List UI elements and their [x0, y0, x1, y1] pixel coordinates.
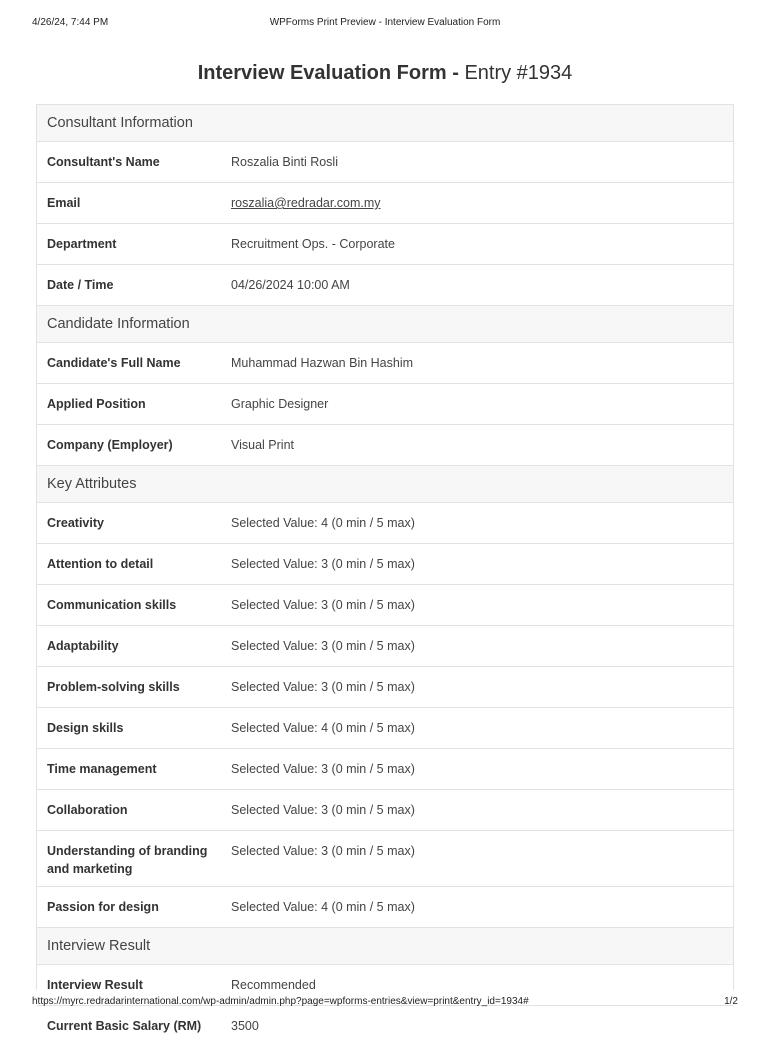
field-value: Selected Value: 3 (0 min / 5 max)	[231, 639, 415, 653]
field-label: Company (Employer)	[47, 438, 173, 452]
print-page-title: WPForms Print Preview - Interview Evaluation Form	[269, 17, 501, 28]
field-label: Time management	[47, 762, 157, 776]
field-row-time-management	[37, 749, 733, 790]
field-row-consultant-name	[37, 142, 733, 183]
field-row-current-basic-salary	[37, 1006, 733, 1046]
field-row-applied-position	[37, 384, 733, 425]
field-label: Consultant's Name	[47, 155, 160, 169]
form-name: Interview Evaluation Form -	[197, 62, 459, 84]
field-label: Current Basic Salary (RM)	[47, 1019, 202, 1033]
field-value: Selected Value: 4 (0 min / 5 max)	[231, 516, 415, 530]
field-row-communication-skills	[37, 585, 733, 626]
field-row-collaboration	[37, 790, 733, 831]
section-candidate-information: Candidate Information	[37, 306, 733, 343]
print-url: https://myrc.redradarinternational.com/wp-admin/admin.php?page=wpforms-entries&view=print&entry_id=1934#	[32, 996, 529, 1007]
field-value: Muhammad Hazwan Bin Hashim	[231, 356, 414, 370]
field-value: Visual Print	[231, 438, 294, 452]
field-row-candidate-name	[37, 343, 733, 384]
field-value: Selected Value: 3 (0 min / 5 max)	[231, 844, 415, 858]
entry-number: Entry #1934	[464, 62, 573, 84]
print-footer	[32, 996, 738, 1010]
field-value: Recruitment Ops. - Corporate	[231, 237, 395, 251]
field-value: Selected Value: 3 (0 min / 5 max)	[231, 762, 415, 776]
email-link[interactable]: roszalia@redradar.com.my	[231, 196, 381, 210]
print-datetime: 4/26/24, 7:44 PM	[32, 17, 109, 28]
field-label: Collaboration	[47, 803, 128, 817]
field-value: Selected Value: 3 (0 min / 5 max)	[231, 803, 415, 817]
field-row-date-time	[37, 265, 733, 306]
field-label: Email	[47, 196, 81, 210]
field-value: Graphic Designer	[231, 397, 329, 411]
field-row-email	[37, 183, 733, 224]
field-label: Understanding of branding and marketing	[47, 844, 208, 876]
field-value	[231, 194, 733, 212]
field-label: Communication skills	[47, 598, 177, 612]
field-row-department	[37, 224, 733, 265]
field-row-creativity	[37, 503, 733, 544]
field-value: Recommended	[231, 978, 316, 992]
section-key-attributes: Key Attributes	[37, 466, 733, 503]
field-label: Interview Result	[47, 978, 143, 992]
field-value: Selected Value: 3 (0 min / 5 max)	[231, 557, 415, 571]
field-row-branding-marketing	[37, 831, 733, 887]
field-label: Candidate's Full Name	[47, 356, 181, 370]
field-label: Problem-solving skills	[47, 680, 180, 694]
field-row-passion-for-design	[37, 887, 733, 928]
field-label: Date / Time	[47, 278, 114, 292]
field-label: Creativity	[47, 516, 104, 530]
field-value: Selected Value: 3 (0 min / 5 max)	[231, 680, 415, 694]
section-consultant-information: Consultant Information	[37, 105, 733, 142]
print-header	[32, 17, 738, 31]
field-value: 3500	[231, 1019, 259, 1033]
field-label: Design skills	[47, 721, 124, 735]
field-row-design-skills	[37, 708, 733, 749]
field-row-company	[37, 425, 733, 466]
field-value: Selected Value: 4 (0 min / 5 max)	[231, 900, 415, 914]
field-label: Passion for design	[47, 900, 159, 914]
field-row-attention-to-detail	[37, 544, 733, 585]
field-label: Adaptability	[47, 639, 119, 653]
section-interview-result: Interview Result	[37, 928, 733, 965]
field-label: Applied Position	[47, 397, 146, 411]
field-row-adaptability	[37, 626, 733, 667]
page-title	[0, 62, 770, 85]
field-row-problem-solving	[37, 667, 733, 708]
field-value: 04/26/2024 10:00 AM	[231, 278, 350, 292]
field-label: Department	[47, 237, 117, 251]
field-value: Selected Value: 3 (0 min / 5 max)	[231, 598, 415, 612]
field-label: Attention to detail	[47, 557, 154, 571]
field-value: Roszalia Binti Rosli	[231, 155, 338, 169]
page-number: 1/2	[724, 996, 738, 1007]
field-value: Selected Value: 4 (0 min / 5 max)	[231, 721, 415, 735]
